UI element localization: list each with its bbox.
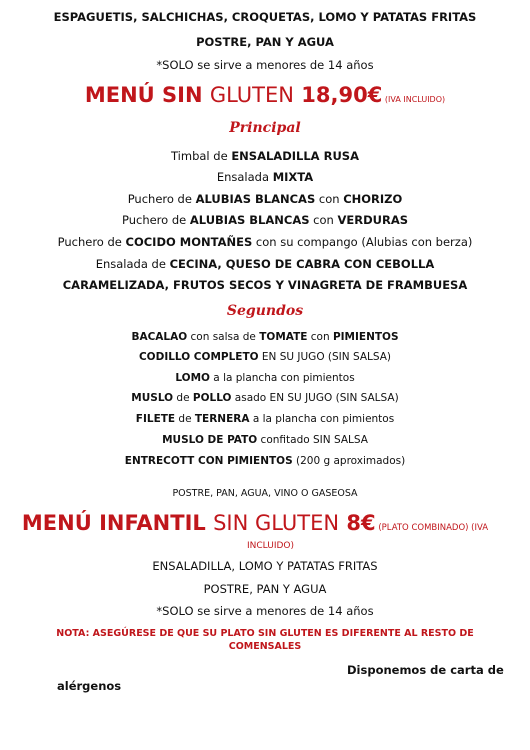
- menu-sin-gluten-price: 18,90€: [293, 83, 383, 107]
- infantil-extras-line: POSTRE, PAN Y AGUA: [203, 582, 327, 596]
- principal-item: Puchero de ALUBIAS BLANCAS con CHORIZO: [127, 192, 403, 206]
- segundos-item: MUSLO DE PATO confitado SIN SALSA: [162, 434, 368, 446]
- menu-sin-gluten-title-b: GLUTEN: [209, 83, 294, 107]
- menu-infantil-note-a: (PLATO COMBINADO) (IVA: [375, 523, 489, 533]
- segundos-extras: POSTRE, PAN, AGUA, VINO O GASEOSA: [172, 488, 358, 499]
- principal-item: Timbal de ENSALADILLA RUSA: [171, 149, 359, 163]
- segundos-item: LOMO a la plancha con pimientos: [175, 372, 355, 384]
- top-extras-line: POSTRE, PAN Y AGUA: [196, 35, 334, 49]
- top-dishes-line: ESPAGUETIS, SALCHICHAS, CROQUETAS, LOMO Y PATATAS FRITAS: [53, 10, 477, 24]
- principal-heading: Principal: [229, 120, 301, 136]
- principal-item: Puchero de COCIDO MONTAÑES con su compango (Alubias con berza): [57, 235, 473, 249]
- alergenos-line-2: alérgenos: [57, 679, 122, 693]
- segundos-item: MUSLO de POLLO asado EN SU JUGO (SIN SALSA): [131, 392, 399, 404]
- menu-infantil-note-b: INCLUIDO): [247, 541, 295, 551]
- alergenos-line-1: Disponemos de carta de: [347, 663, 504, 677]
- principal-item: Ensalada MIXTA: [216, 170, 314, 184]
- menu-infantil-price: 8€: [339, 511, 376, 535]
- nota-line-1: NOTA: ASEGÚRESE DE QUE SU PLATO SIN GLUTEN ES DIFERENTE AL RESTO DE: [56, 628, 474, 639]
- infantil-age-note: *SOLO se sirve a menores de 14 años: [156, 604, 374, 618]
- segundos-item: BACALAO con salsa de TOMATE con PIMIENTOS: [131, 331, 399, 343]
- segundos-heading: Segundos: [226, 303, 304, 319]
- menu-sin-gluten-title-a: MENÚ SIN: [84, 83, 210, 107]
- menu-sin-gluten-iva-note: (IVA INCLUIDO): [382, 95, 446, 104]
- infantil-dishes-line: ENSALADILLA, LOMO Y PATATAS FRITAS: [152, 559, 378, 573]
- principal-item: Puchero de ALUBIAS BLANCAS con VERDURAS: [121, 213, 409, 227]
- nota-line-2: COMENSALES: [228, 641, 302, 652]
- top-age-note: *SOLO se sirve a menores de 14 años: [156, 58, 374, 72]
- menu-infantil-title-a: MENÚ INFANTIL: [21, 511, 214, 535]
- menu-sin-gluten-title: [0, 83, 530, 107]
- principal-item: CARAMELIZADA, FRUTOS SECOS Y VINAGRETA DE FRAMBUESA: [62, 278, 468, 292]
- menu-infantil-title: [0, 511, 520, 535]
- segundos-item: ENTRECOTT CON PIMIENTOS (200 g aproximados): [124, 455, 406, 467]
- segundos-item: CODILLO COMPLETO EN SU JUGO (SIN SALSA): [138, 351, 392, 363]
- principal-item: Ensalada de CECINA, QUESO DE CABRA CON CEBOLLA: [95, 257, 435, 271]
- segundos-item: FILETE de TERNERA a la plancha con pimientos: [135, 413, 395, 425]
- menu-infantil-title-b: SIN GLUTEN: [213, 511, 340, 535]
